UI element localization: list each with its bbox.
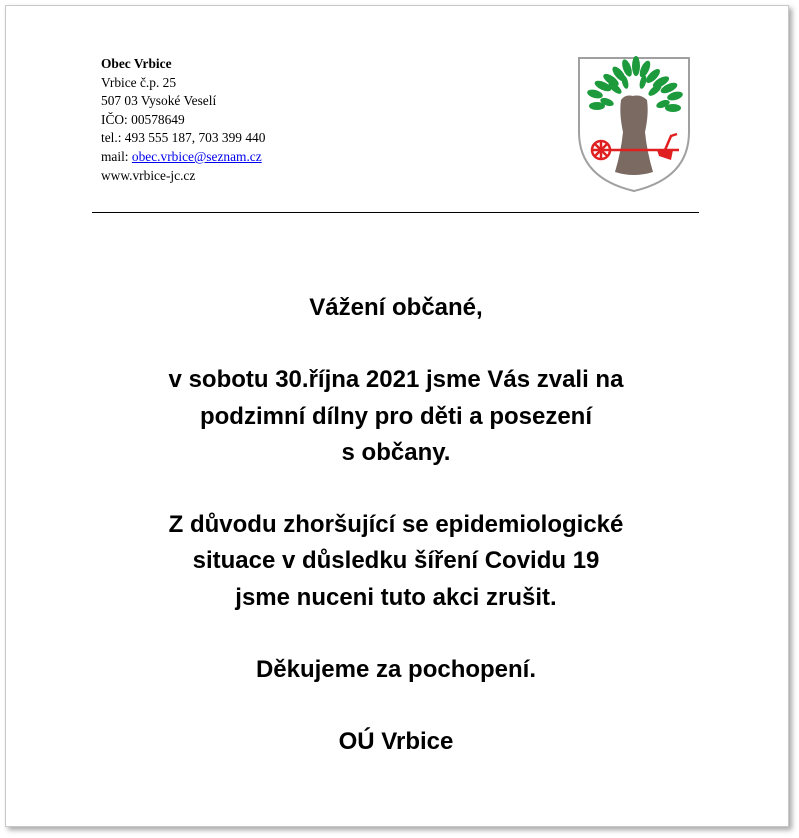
letterhead — [101, 55, 265, 185]
invite-line: v sobotu 30.října 2021 jsme Vás zvali na — [168, 366, 624, 394]
greeting-text: Vážení občané, — [309, 294, 483, 321]
thanks-paragraph — [0, 652, 792, 688]
reason-line: jsme nuceni tuto akci zrušit. — [235, 583, 557, 611]
greeting — [0, 290, 792, 326]
org-name: Obec Vrbice — [101, 56, 172, 71]
signature-text: OÚ Vrbice — [338, 728, 454, 756]
reason-paragraph — [0, 507, 792, 616]
signature-paragraph — [0, 724, 792, 760]
reason-line: situace v důsledku šíření Covidu 19 — [192, 547, 600, 575]
reason-line: Z důvodu zhoršující se epidemiologické — [168, 511, 624, 539]
web-line: www.vrbice-jc.cz — [101, 167, 196, 183]
city-line: 507 03 Vysoké Veselí — [101, 93, 217, 109]
address-line: Vrbice č.p. 25 — [101, 74, 177, 90]
ico-line: IČO: 00578649 — [101, 111, 185, 127]
invite-line: podzimní dílny pro děti a posezení — [199, 402, 593, 430]
header-divider — [92, 212, 699, 213]
phone-line: tel.: 493 555 187, 703 399 440 — [101, 130, 266, 146]
email-link[interactable]: obec.vrbice@seznam.cz — [131, 148, 262, 164]
municipal-coat-of-arms-icon — [573, 54, 695, 194]
mail-label: mail: — [101, 148, 132, 164]
mail-line — [101, 148, 265, 167]
thanks-text: Děkujeme za pochopení. — [255, 655, 537, 683]
notice-body — [0, 290, 792, 761]
invite-paragraph — [0, 362, 792, 471]
invite-line: s občany. — [341, 438, 451, 466]
